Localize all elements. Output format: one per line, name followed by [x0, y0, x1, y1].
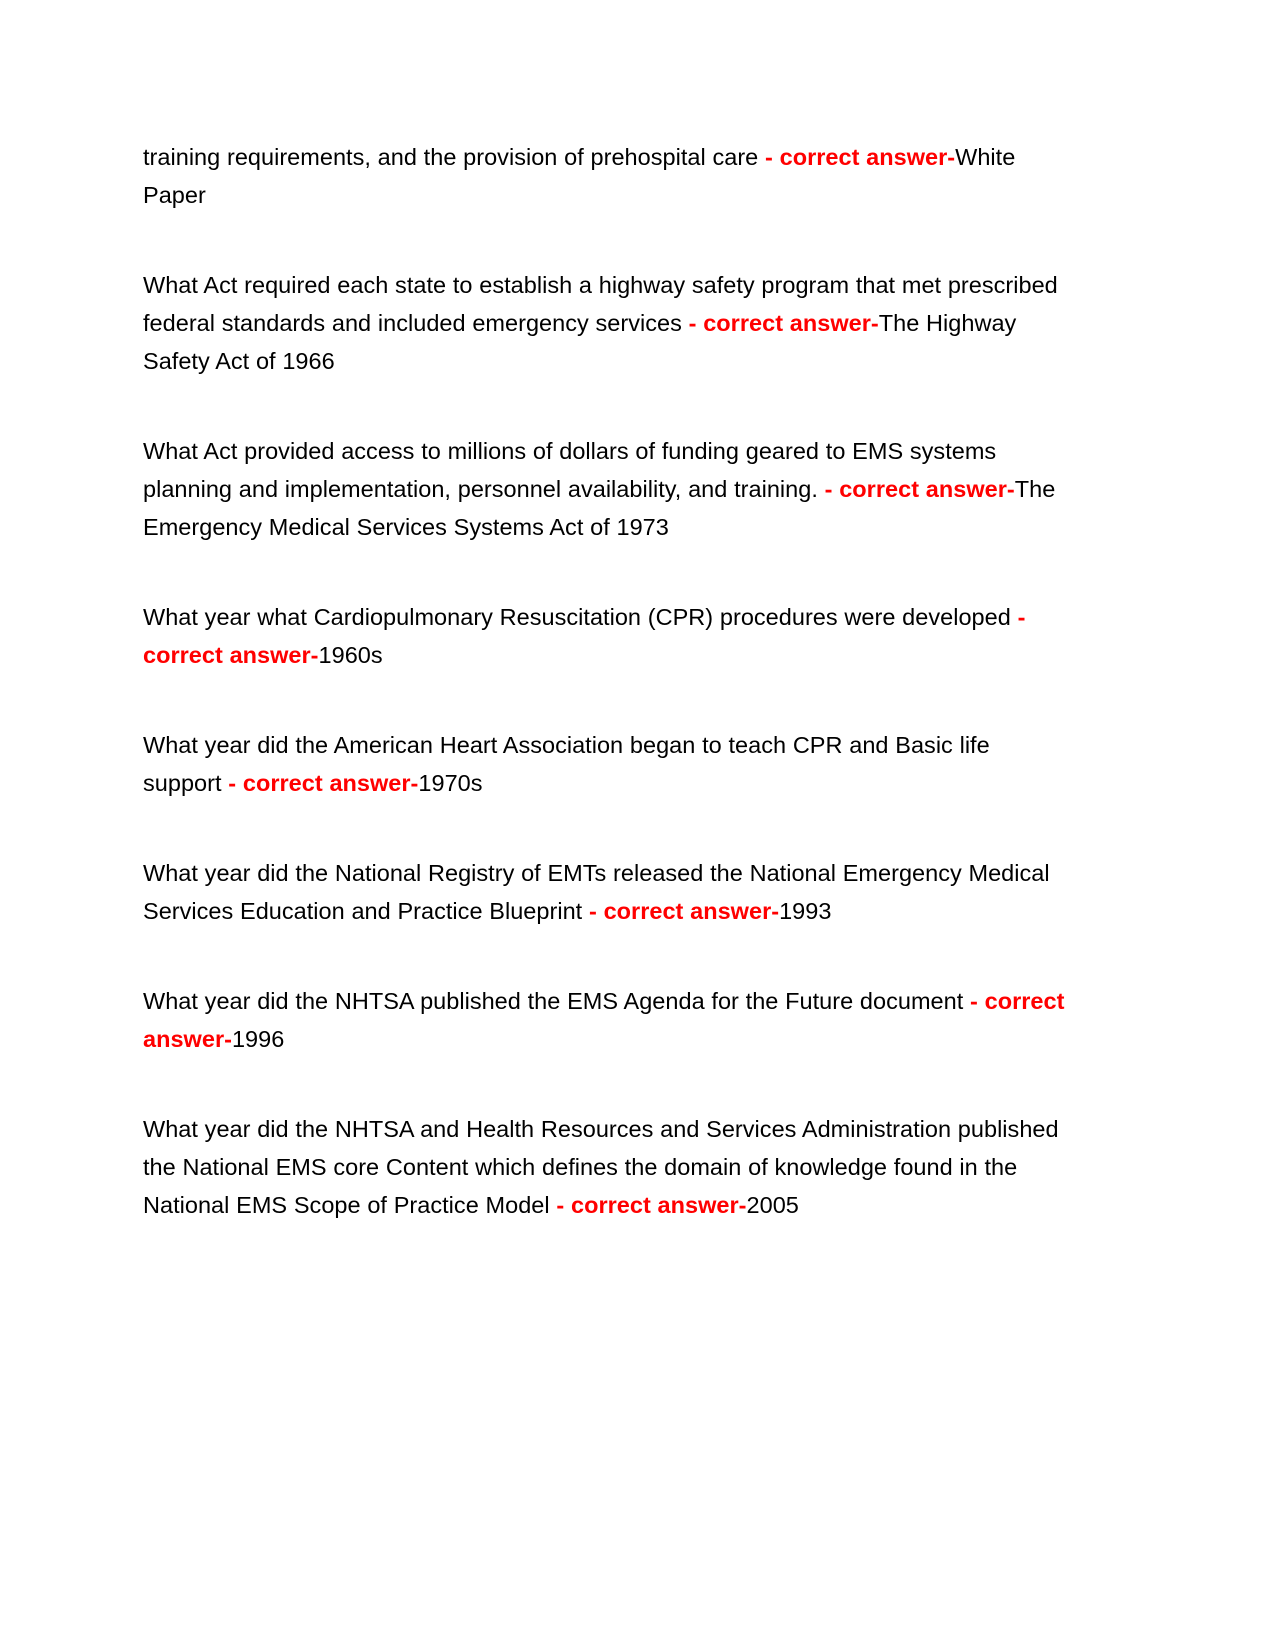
answer-text: 1970s [418, 770, 483, 796]
qa-block [143, 138, 1073, 214]
answer-text: 1996 [231, 1026, 285, 1052]
answer-text: 1993 [779, 898, 832, 924]
question-text: What year did the American Heart Association began to teach CPR and Basic life support [143, 732, 990, 796]
correct-answer-marker: - correct answer- [143, 604, 1026, 668]
answer-text: The Emergency Medical Services Systems Act of 1973 [143, 476, 1056, 540]
qa-block [143, 854, 1073, 930]
correct-answer-marker: - correct answer- [556, 1192, 747, 1218]
question-text: training requirements, and the provision of prehospital care [143, 144, 766, 170]
qa-block [143, 982, 1073, 1058]
qa-block [143, 266, 1073, 380]
answer-text: 1960s [318, 642, 383, 668]
correct-answer-marker: - correct answer- [765, 144, 956, 170]
document-body [143, 138, 1073, 1224]
correct-answer-marker: - correct answer- [824, 476, 1015, 502]
question-text: What year did the NHTSA published the EMS Agenda for the Future document [143, 988, 971, 1014]
correct-answer-marker: - correct answer- [228, 770, 419, 796]
question-text: What year did the NHTSA and Health Resources and Services Administration published the National EMS core Content which defines the domain of knowledge found in the National EMS Scope of Practice Model [143, 1116, 1059, 1218]
correct-answer-marker: - correct answer- [143, 988, 1065, 1052]
answer-text: 2005 [746, 1192, 799, 1218]
question-text: What year what Cardiopulmonary Resuscitation (CPR) procedures were developed [143, 604, 1018, 630]
correct-answer-marker: - correct answer- [588, 898, 780, 924]
qa-block [143, 1110, 1073, 1224]
answer-text: The Highway Safety Act of 1966 [143, 310, 1017, 374]
qa-block [143, 726, 1073, 802]
question-text: What Act required each state to establish a highway safety program that met prescribed federal standards and included emergency services [143, 272, 1058, 336]
correct-answer-marker: - correct answer- [688, 310, 879, 336]
question-text: What year did the National Registry of EMTs released the National Emergency Medical Services Education and Practice Blueprint [143, 860, 1050, 924]
qa-block [143, 432, 1073, 546]
question-text: What Act provided access to millions of dollars of funding geared to EMS systems planning and implementation, personnel availability, and training. [143, 438, 997, 502]
answer-text: White Paper [143, 144, 1016, 208]
qa-block [143, 598, 1073, 674]
